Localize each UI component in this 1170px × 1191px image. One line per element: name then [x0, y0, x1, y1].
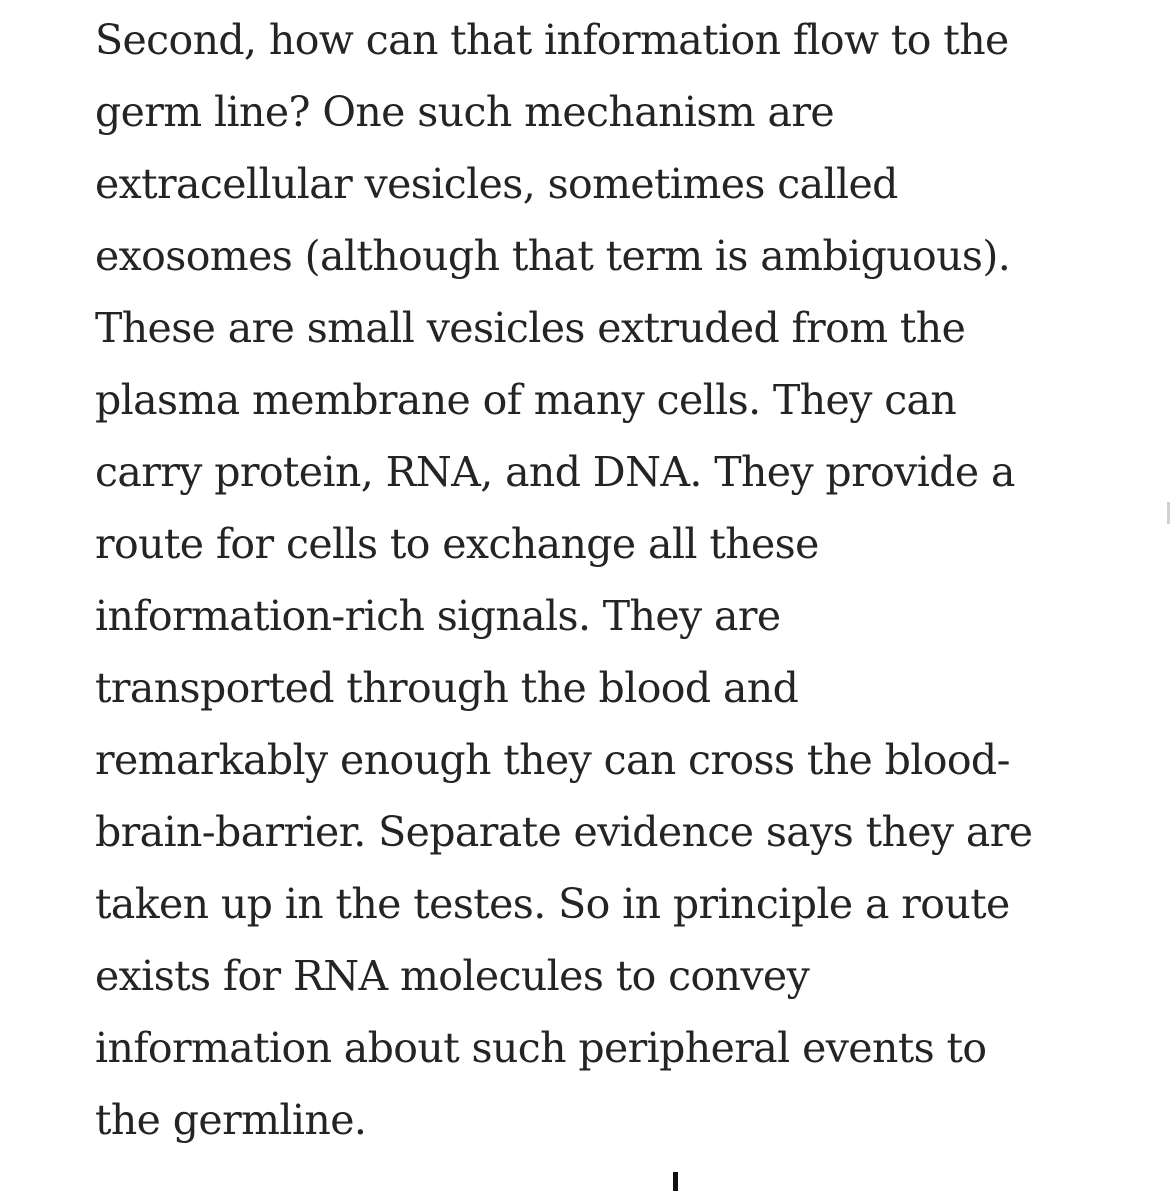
paragraph-line: taken up in the testes. So in principle a route [95, 880, 1010, 928]
paragraph-line: information about such peripheral events to [95, 1024, 987, 1072]
paragraph-line: exosomes (although that term is ambiguous). [95, 232, 1011, 280]
text-cursor-icon [673, 1172, 678, 1191]
paragraph-line: route for cells to exchange all these [95, 520, 819, 568]
paragraph-line: remarkably enough they can cross the blood- [95, 736, 1010, 784]
paragraph-line: extracellular vesicles, sometimes called [95, 160, 898, 208]
paragraph-line: carry protein, RNA, and DNA. They provide a [95, 448, 1015, 496]
paragraph-line: plasma membrane of many cells. They can [95, 376, 957, 424]
paragraph-line: brain-barrier. Separate evidence says they are [95, 808, 1033, 856]
paragraph-line: the germline. [95, 1096, 367, 1144]
paragraph-line: transported through the blood and [95, 664, 799, 712]
paragraph-line: germ line? One such mechanism are [95, 88, 835, 136]
paragraph-line: information-rich signals. They are [95, 592, 781, 640]
paragraph-line: exists for RNA molecules to convey [95, 952, 810, 1000]
paragraph-line: These are small vesicles extruded from the [95, 304, 966, 352]
paragraph-line: Second, how can that information flow to the [95, 16, 1009, 64]
article-paragraph [95, 4, 1095, 1156]
